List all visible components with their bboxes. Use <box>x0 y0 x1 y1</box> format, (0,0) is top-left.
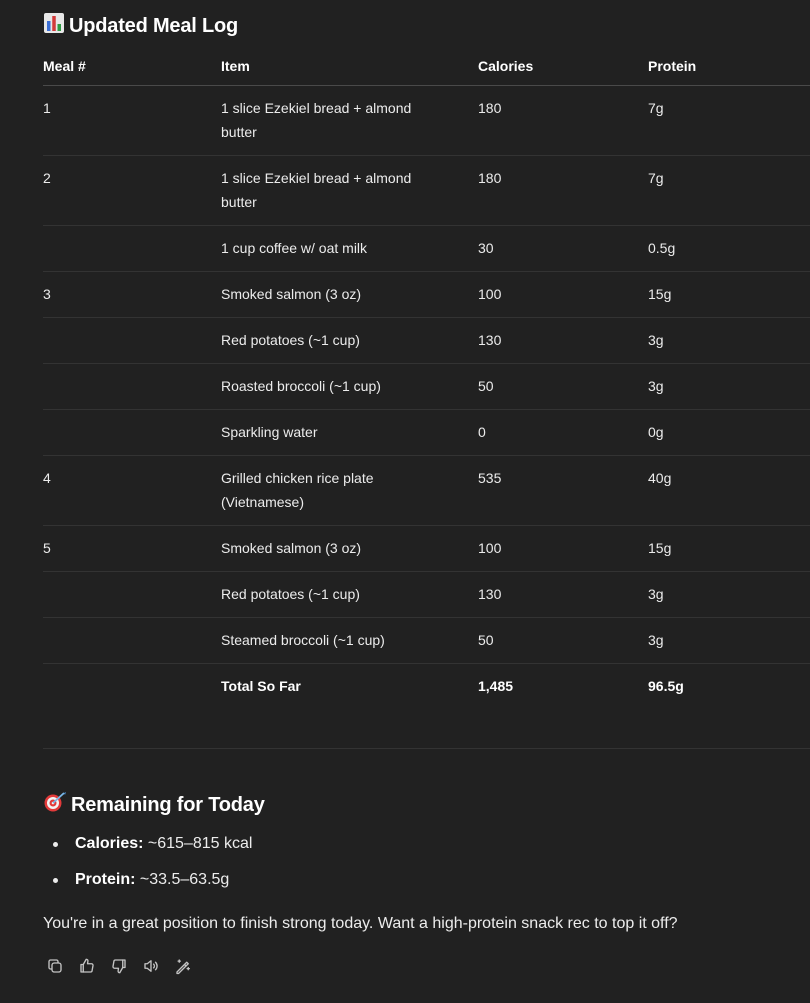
cell-protein: 40g <box>648 455 810 525</box>
cell-calories: 130 <box>478 571 648 617</box>
header-calories: Calories <box>478 48 648 85</box>
cell-calories: 30 <box>478 225 648 271</box>
table-row <box>43 409 810 455</box>
cell-calories: 50 <box>478 617 648 663</box>
total-calories: 1,485 <box>478 677 514 694</box>
speaker-icon <box>142 957 160 975</box>
table-row <box>43 271 810 317</box>
remaining-title <box>43 792 265 818</box>
cell-item-text: Steamed broccoli (~1 cup) <box>221 631 385 648</box>
target-icon <box>43 791 67 819</box>
cell-item <box>221 317 478 363</box>
read-aloud-button[interactable] <box>139 954 163 978</box>
cell-item-text: Roasted broccoli (~1 cup) <box>221 377 381 394</box>
bar-chart-icon <box>43 12 65 40</box>
cell-protein: 0.5g <box>648 225 810 271</box>
message-actions <box>43 954 195 978</box>
cell-meal <box>43 363 221 409</box>
cell-item <box>221 571 478 617</box>
list-item <box>43 869 743 905</box>
cell-protein: 3g <box>648 317 810 363</box>
cell-item <box>221 617 478 663</box>
cell-protein: 3g <box>648 363 810 409</box>
table-row <box>43 455 810 525</box>
cell-calories: 180 <box>478 85 648 155</box>
cell-meal: 1 <box>43 85 221 155</box>
cell-item-text: 1 slice Ezekiel bread + almond butter <box>221 99 412 140</box>
thumbs-down-button[interactable] <box>107 954 131 978</box>
table-row <box>43 85 810 155</box>
cell-protein: 7g <box>648 155 810 225</box>
cell-item <box>221 455 478 525</box>
table-row <box>43 317 810 363</box>
cell-calories: 100 <box>478 525 648 571</box>
cell-item-text: Smoked salmon (3 oz) <box>221 539 362 556</box>
cell-calories: 0 <box>478 409 648 455</box>
cell-meal: 3 <box>43 271 221 317</box>
remaining-list <box>43 833 743 905</box>
cell-meal: 5 <box>43 525 221 571</box>
cell-protein: 3g <box>648 617 810 663</box>
section-divider <box>43 748 810 749</box>
edit-button[interactable] <box>171 954 195 978</box>
meal-log-title-text: Updated Meal Log <box>69 14 239 37</box>
cell-meal <box>43 571 221 617</box>
table-row <box>43 155 810 225</box>
total-protein: 96.5g <box>648 677 684 694</box>
copy-button[interactable] <box>43 954 67 978</box>
total-meal <box>43 663 221 709</box>
cell-item <box>221 225 478 271</box>
cell-calories: 50 <box>478 363 648 409</box>
cell-protein: 7g <box>648 85 810 155</box>
table-row <box>43 525 810 571</box>
remaining-protein-value: ~33.5–63.5g <box>135 871 230 888</box>
table-row <box>43 363 810 409</box>
remaining-protein-label: Protein: <box>75 871 136 888</box>
cell-item-text: Grilled chicken rice plate (Vietnamese) <box>221 469 374 510</box>
cell-item-text: Sparkling water <box>221 423 318 440</box>
cell-item <box>221 271 478 317</box>
cell-calories: 100 <box>478 271 648 317</box>
cell-calories: 180 <box>478 155 648 225</box>
table-row <box>43 225 810 271</box>
total-row <box>43 663 810 709</box>
cell-calories: 535 <box>478 455 648 525</box>
cell-item <box>221 525 478 571</box>
table-row <box>43 617 810 663</box>
cell-meal: 2 <box>43 155 221 225</box>
remaining-title-text: Remaining for Today <box>71 793 265 816</box>
cell-item <box>221 409 478 455</box>
list-item <box>43 833 743 869</box>
cell-protein: 0g <box>648 409 810 455</box>
cell-item-text: Red potatoes (~1 cup) <box>221 585 360 602</box>
cell-meal <box>43 317 221 363</box>
total-label: Total So Far <box>221 677 301 694</box>
thumbs-up-button[interactable] <box>75 954 99 978</box>
cell-item <box>221 363 478 409</box>
cell-meal <box>43 617 221 663</box>
copy-icon <box>46 957 64 975</box>
cell-item-text: Smoked salmon (3 oz) <box>221 285 362 302</box>
cell-meal <box>43 409 221 455</box>
cell-calories: 130 <box>478 317 648 363</box>
closing-message: You're in a great position to finish strong today. Want a high-protein snack rec to top it off? <box>43 915 678 932</box>
cell-item-text: Red potatoes (~1 cup) <box>221 331 360 348</box>
thumbs-down-icon <box>110 957 128 975</box>
cell-protein: 3g <box>648 571 810 617</box>
cell-item-text: 1 cup coffee w/ oat milk <box>221 239 368 256</box>
table-header-row <box>43 48 810 85</box>
magic-pen-icon <box>174 957 192 975</box>
thumbs-up-icon <box>78 957 96 975</box>
header-protein: Protein <box>648 48 810 85</box>
table-row <box>43 571 810 617</box>
cell-item <box>221 85 478 155</box>
header-meal-number: Meal # <box>43 48 221 85</box>
remaining-calories-value: ~615–815 kcal <box>143 835 253 852</box>
remaining-calories-label: Calories: <box>75 835 144 852</box>
cell-item-text: 1 slice Ezekiel bread + almond butter <box>221 169 412 210</box>
cell-meal <box>43 225 221 271</box>
cell-item <box>221 155 478 225</box>
meal-log-table <box>43 48 810 709</box>
cell-protein: 15g <box>648 271 810 317</box>
cell-meal: 4 <box>43 455 221 525</box>
cell-protein: 15g <box>648 525 810 571</box>
header-item: Item <box>221 48 478 85</box>
meal-log-title <box>43 13 238 39</box>
